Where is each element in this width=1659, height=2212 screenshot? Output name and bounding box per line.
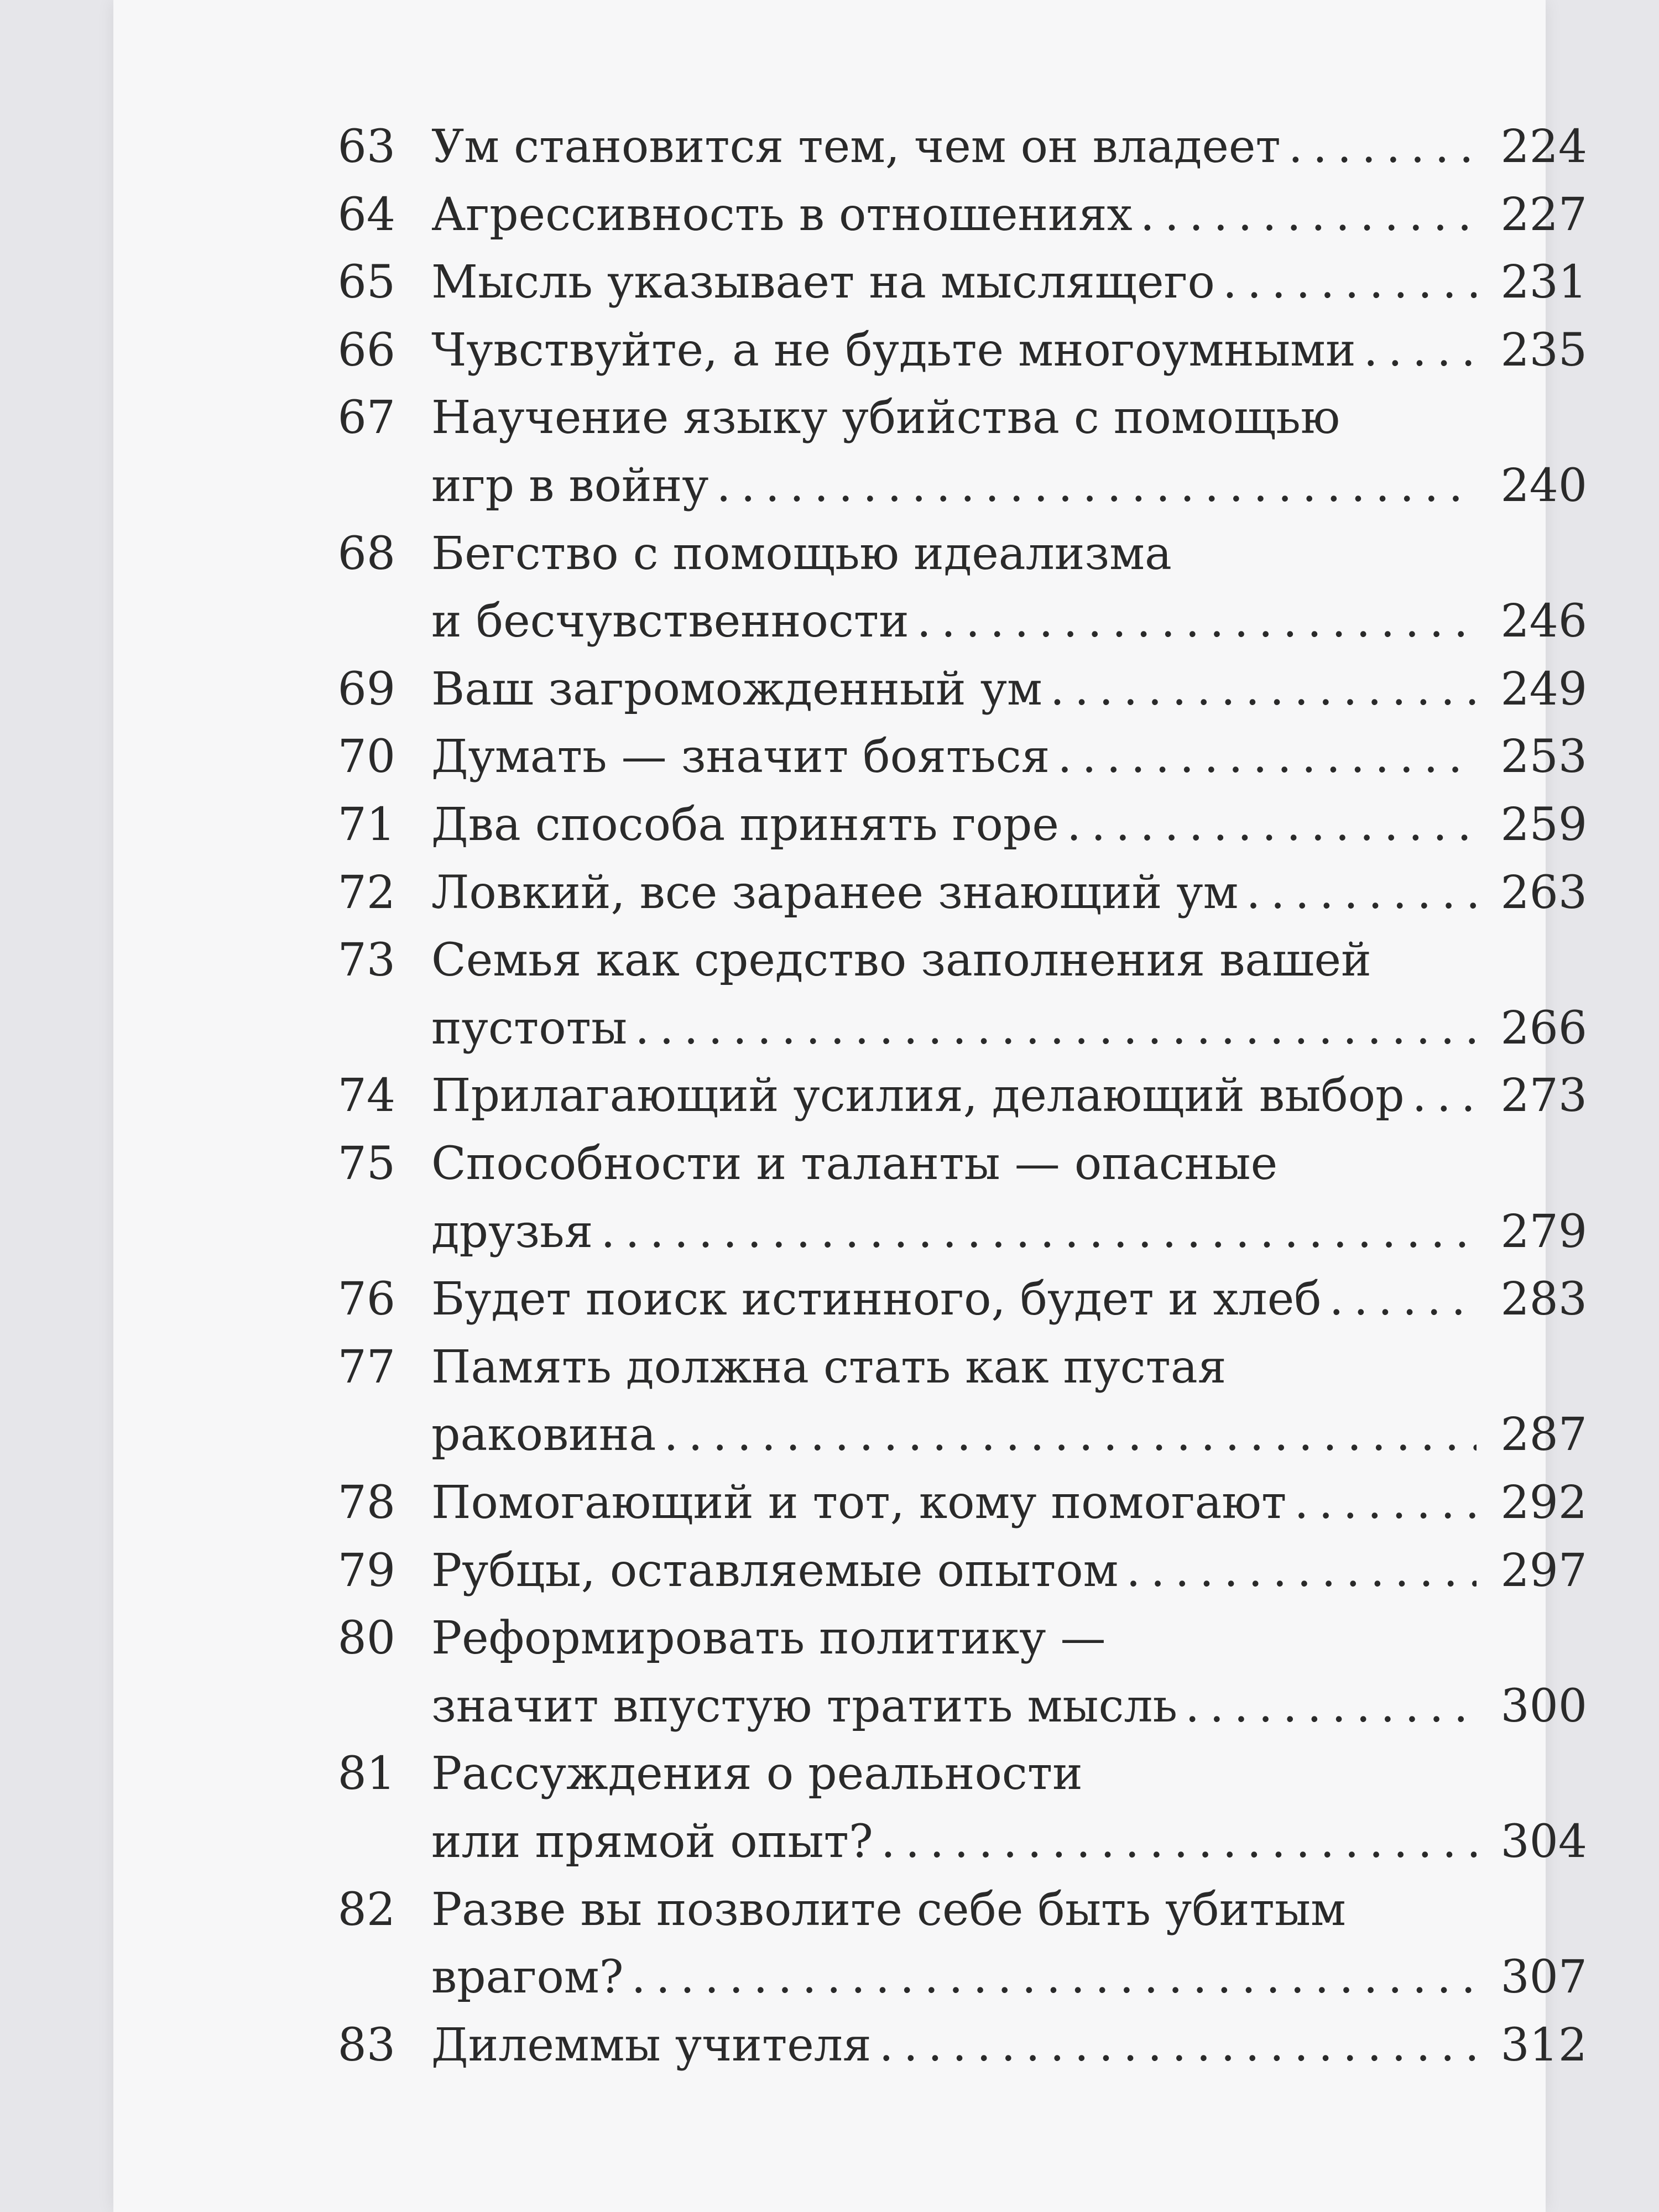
toc-line bbox=[321, 1605, 1587, 1673]
chapter-title-with-leader bbox=[431, 1198, 1477, 1266]
dot-leader bbox=[1223, 249, 1477, 317]
dot-leader bbox=[1294, 1469, 1477, 1537]
chapter-title: Агрессивность в отношениях bbox=[431, 188, 1133, 241]
chapter-number: 78 bbox=[337, 1477, 395, 1529]
chapter-title-with-leader bbox=[431, 588, 1477, 656]
chapter-number: 81 bbox=[337, 1747, 395, 1801]
chapter-title: Ловкий, все заранее знающий ум bbox=[431, 866, 1239, 919]
page-number: 240 bbox=[1500, 460, 1587, 512]
chapter-title: Рубцы, оставляемые опытом bbox=[431, 1544, 1119, 1597]
toc-line bbox=[321, 1469, 1587, 1537]
chapter-number: 75 bbox=[337, 1138, 395, 1190]
dot-leader bbox=[917, 588, 1477, 656]
page-number: 231 bbox=[1500, 256, 1587, 309]
chapter-title: Память должна стать как пустая bbox=[431, 1340, 1227, 1394]
chapter-title-with-leader bbox=[431, 723, 1477, 791]
chapter-number: 68 bbox=[337, 527, 395, 580]
toc-line bbox=[321, 1130, 1587, 1198]
toc-line bbox=[321, 1401, 1587, 1469]
dot-leader bbox=[632, 1944, 1477, 2012]
chapter-number: 79 bbox=[337, 1544, 395, 1597]
chapter-number: 66 bbox=[337, 324, 395, 377]
dot-leader bbox=[879, 2012, 1477, 2080]
page-number: 287 bbox=[1500, 1408, 1587, 1462]
chapter-title-with-leader bbox=[431, 859, 1477, 927]
chapter-title: Дилеммы учителя bbox=[431, 2018, 872, 2072]
chapter-title-with-leader bbox=[431, 791, 1477, 859]
book-page bbox=[113, 0, 1587, 2212]
page-number: 283 bbox=[1500, 1273, 1587, 1326]
toc-line bbox=[321, 859, 1587, 927]
dot-leader bbox=[1126, 1537, 1477, 1605]
page-number: 312 bbox=[1500, 2018, 1587, 2072]
toc-line bbox=[321, 1673, 1587, 1741]
chapter-title: Помогающий и тот, кому помогают bbox=[431, 1477, 1287, 1529]
chapter-title: Ум становится тем, чем он владеет bbox=[431, 121, 1281, 173]
chapter-title-with-leader bbox=[431, 113, 1477, 181]
chapter-number: 65 bbox=[337, 256, 395, 309]
toc-line bbox=[321, 2012, 1587, 2080]
chapter-title-with-leader bbox=[431, 1062, 1477, 1130]
dot-leader bbox=[1067, 791, 1477, 859]
chapter-title: друзья bbox=[431, 1205, 593, 1258]
chapter-number: 77 bbox=[337, 1340, 395, 1394]
toc-line bbox=[321, 995, 1587, 1063]
toc-line bbox=[321, 181, 1587, 249]
toc-line bbox=[321, 113, 1587, 181]
chapter-number: 67 bbox=[337, 392, 395, 445]
toc-line bbox=[321, 588, 1587, 656]
page-number: 249 bbox=[1500, 662, 1587, 716]
toc-line bbox=[321, 927, 1587, 995]
chapter-number: 80 bbox=[337, 1612, 395, 1665]
chapter-title: Разве вы позволите себе быть убитым bbox=[431, 1883, 1346, 1936]
chapter-title: Два способа принять горе bbox=[431, 799, 1059, 851]
chapter-title: и бесчувственности bbox=[431, 595, 909, 648]
chapter-title: Научение языку убийства с помощью bbox=[431, 392, 1340, 445]
toc-line bbox=[321, 723, 1587, 791]
chapter-title: Будет поиск истинного, будет и хлеб bbox=[431, 1273, 1322, 1326]
dot-leader bbox=[1246, 859, 1477, 927]
chapter-title: Рассуждения о реальности bbox=[431, 1747, 1083, 1801]
chapter-title: пустоты bbox=[431, 1001, 628, 1055]
page-number: 300 bbox=[1500, 1679, 1587, 1733]
page-number: 246 bbox=[1500, 595, 1587, 648]
chapter-title: Бегство с помощью идеализма bbox=[431, 527, 1172, 580]
chapter-title: Способности и таланты — опасные bbox=[431, 1138, 1278, 1190]
chapter-title-with-leader bbox=[431, 181, 1477, 249]
chapter-title-with-leader bbox=[431, 995, 1477, 1063]
toc-line bbox=[321, 1062, 1587, 1130]
chapter-title-with-leader bbox=[431, 656, 1477, 724]
toc-line bbox=[321, 520, 1587, 588]
chapter-number: 82 bbox=[337, 1883, 395, 1936]
chapter-title: Думать — значит бояться bbox=[431, 731, 1050, 784]
dot-leader bbox=[1412, 1062, 1477, 1130]
page-number: 273 bbox=[1500, 1070, 1587, 1123]
chapter-title: врагом? bbox=[431, 1951, 624, 2004]
page-number: 259 bbox=[1500, 799, 1587, 851]
chapter-title: игр в войну bbox=[431, 460, 709, 512]
dot-leader bbox=[601, 1198, 1477, 1266]
dot-leader bbox=[1329, 1266, 1477, 1334]
page-number: 292 bbox=[1500, 1477, 1587, 1529]
chapter-title-with-leader bbox=[431, 1401, 1477, 1469]
chapter-title-with-leader bbox=[431, 1944, 1477, 2012]
dot-leader bbox=[1140, 181, 1477, 249]
chapter-number: 70 bbox=[337, 731, 395, 784]
chapter-title-with-leader bbox=[431, 249, 1477, 317]
chapter-number: 71 bbox=[337, 799, 395, 851]
chapter-title-with-leader bbox=[431, 452, 1477, 520]
chapter-title: Прилагающий усилия, делающий выбор bbox=[431, 1070, 1405, 1123]
dot-leader bbox=[1185, 1673, 1477, 1741]
chapter-title-with-leader bbox=[431, 1537, 1477, 1605]
chapter-number: 73 bbox=[337, 934, 395, 987]
page-number: 279 bbox=[1500, 1205, 1587, 1258]
page-number: 263 bbox=[1500, 866, 1587, 919]
toc-line bbox=[321, 1944, 1587, 2012]
chapter-number: 83 bbox=[337, 2018, 395, 2072]
chapter-title: значит впустую тратить мысль bbox=[431, 1679, 1178, 1733]
dot-leader bbox=[881, 1808, 1477, 1876]
chapter-title-with-leader bbox=[431, 1808, 1477, 1876]
chapter-title-with-leader bbox=[431, 1673, 1477, 1741]
chapter-title: Чувствуйте, а не будьте многоумными bbox=[431, 324, 1356, 377]
dot-leader bbox=[635, 995, 1477, 1063]
page-number: 307 bbox=[1500, 1951, 1587, 2004]
chapter-number: 69 bbox=[337, 662, 395, 716]
chapter-number: 63 bbox=[337, 121, 395, 173]
toc-line bbox=[321, 1266, 1587, 1334]
chapter-number: 64 bbox=[337, 188, 395, 241]
page-number: 297 bbox=[1500, 1544, 1587, 1597]
page-number: 304 bbox=[1500, 1815, 1587, 1868]
chapter-title-with-leader bbox=[431, 1266, 1477, 1334]
toc-line bbox=[321, 1808, 1587, 1876]
toc-line bbox=[321, 1740, 1587, 1808]
page-number: 235 bbox=[1500, 324, 1587, 377]
chapter-title: Мысль указывает на мыслящего bbox=[431, 256, 1215, 309]
toc-line bbox=[321, 791, 1587, 859]
page-number: 266 bbox=[1500, 1001, 1587, 1055]
page-number: 227 bbox=[1500, 188, 1587, 241]
toc-line bbox=[321, 1876, 1587, 1944]
chapter-number: 72 bbox=[337, 866, 395, 919]
toc-line bbox=[321, 317, 1587, 385]
toc-line bbox=[321, 249, 1587, 317]
page-number: 224 bbox=[1500, 121, 1587, 173]
page-number: 253 bbox=[1500, 731, 1587, 784]
chapter-title-with-leader bbox=[431, 1469, 1477, 1537]
chapter-number: 74 bbox=[337, 1070, 395, 1123]
chapter-title: раковина bbox=[431, 1408, 656, 1462]
toc-line bbox=[321, 384, 1587, 452]
chapter-title: Семья как средство заполнения вашей bbox=[431, 934, 1371, 987]
dot-leader bbox=[1050, 656, 1477, 724]
toc-line bbox=[321, 452, 1587, 520]
dot-leader bbox=[1364, 317, 1477, 385]
chapter-title: или прямой опыт? bbox=[431, 1815, 873, 1868]
toc-line bbox=[321, 1537, 1587, 1605]
dot-leader bbox=[717, 452, 1477, 520]
chapter-title-with-leader bbox=[431, 317, 1477, 385]
toc-line bbox=[321, 1198, 1587, 1266]
toc-line bbox=[321, 1334, 1587, 1402]
dot-leader bbox=[1057, 723, 1477, 791]
dot-leader bbox=[664, 1401, 1477, 1469]
dot-leader bbox=[1288, 113, 1477, 181]
toc-line bbox=[321, 656, 1587, 724]
chapter-title: Ваш загроможденный ум bbox=[431, 662, 1042, 716]
chapter-title-with-leader bbox=[431, 2012, 1477, 2080]
chapter-title: Реформировать политику — bbox=[431, 1612, 1106, 1665]
chapter-number: 76 bbox=[337, 1273, 395, 1326]
